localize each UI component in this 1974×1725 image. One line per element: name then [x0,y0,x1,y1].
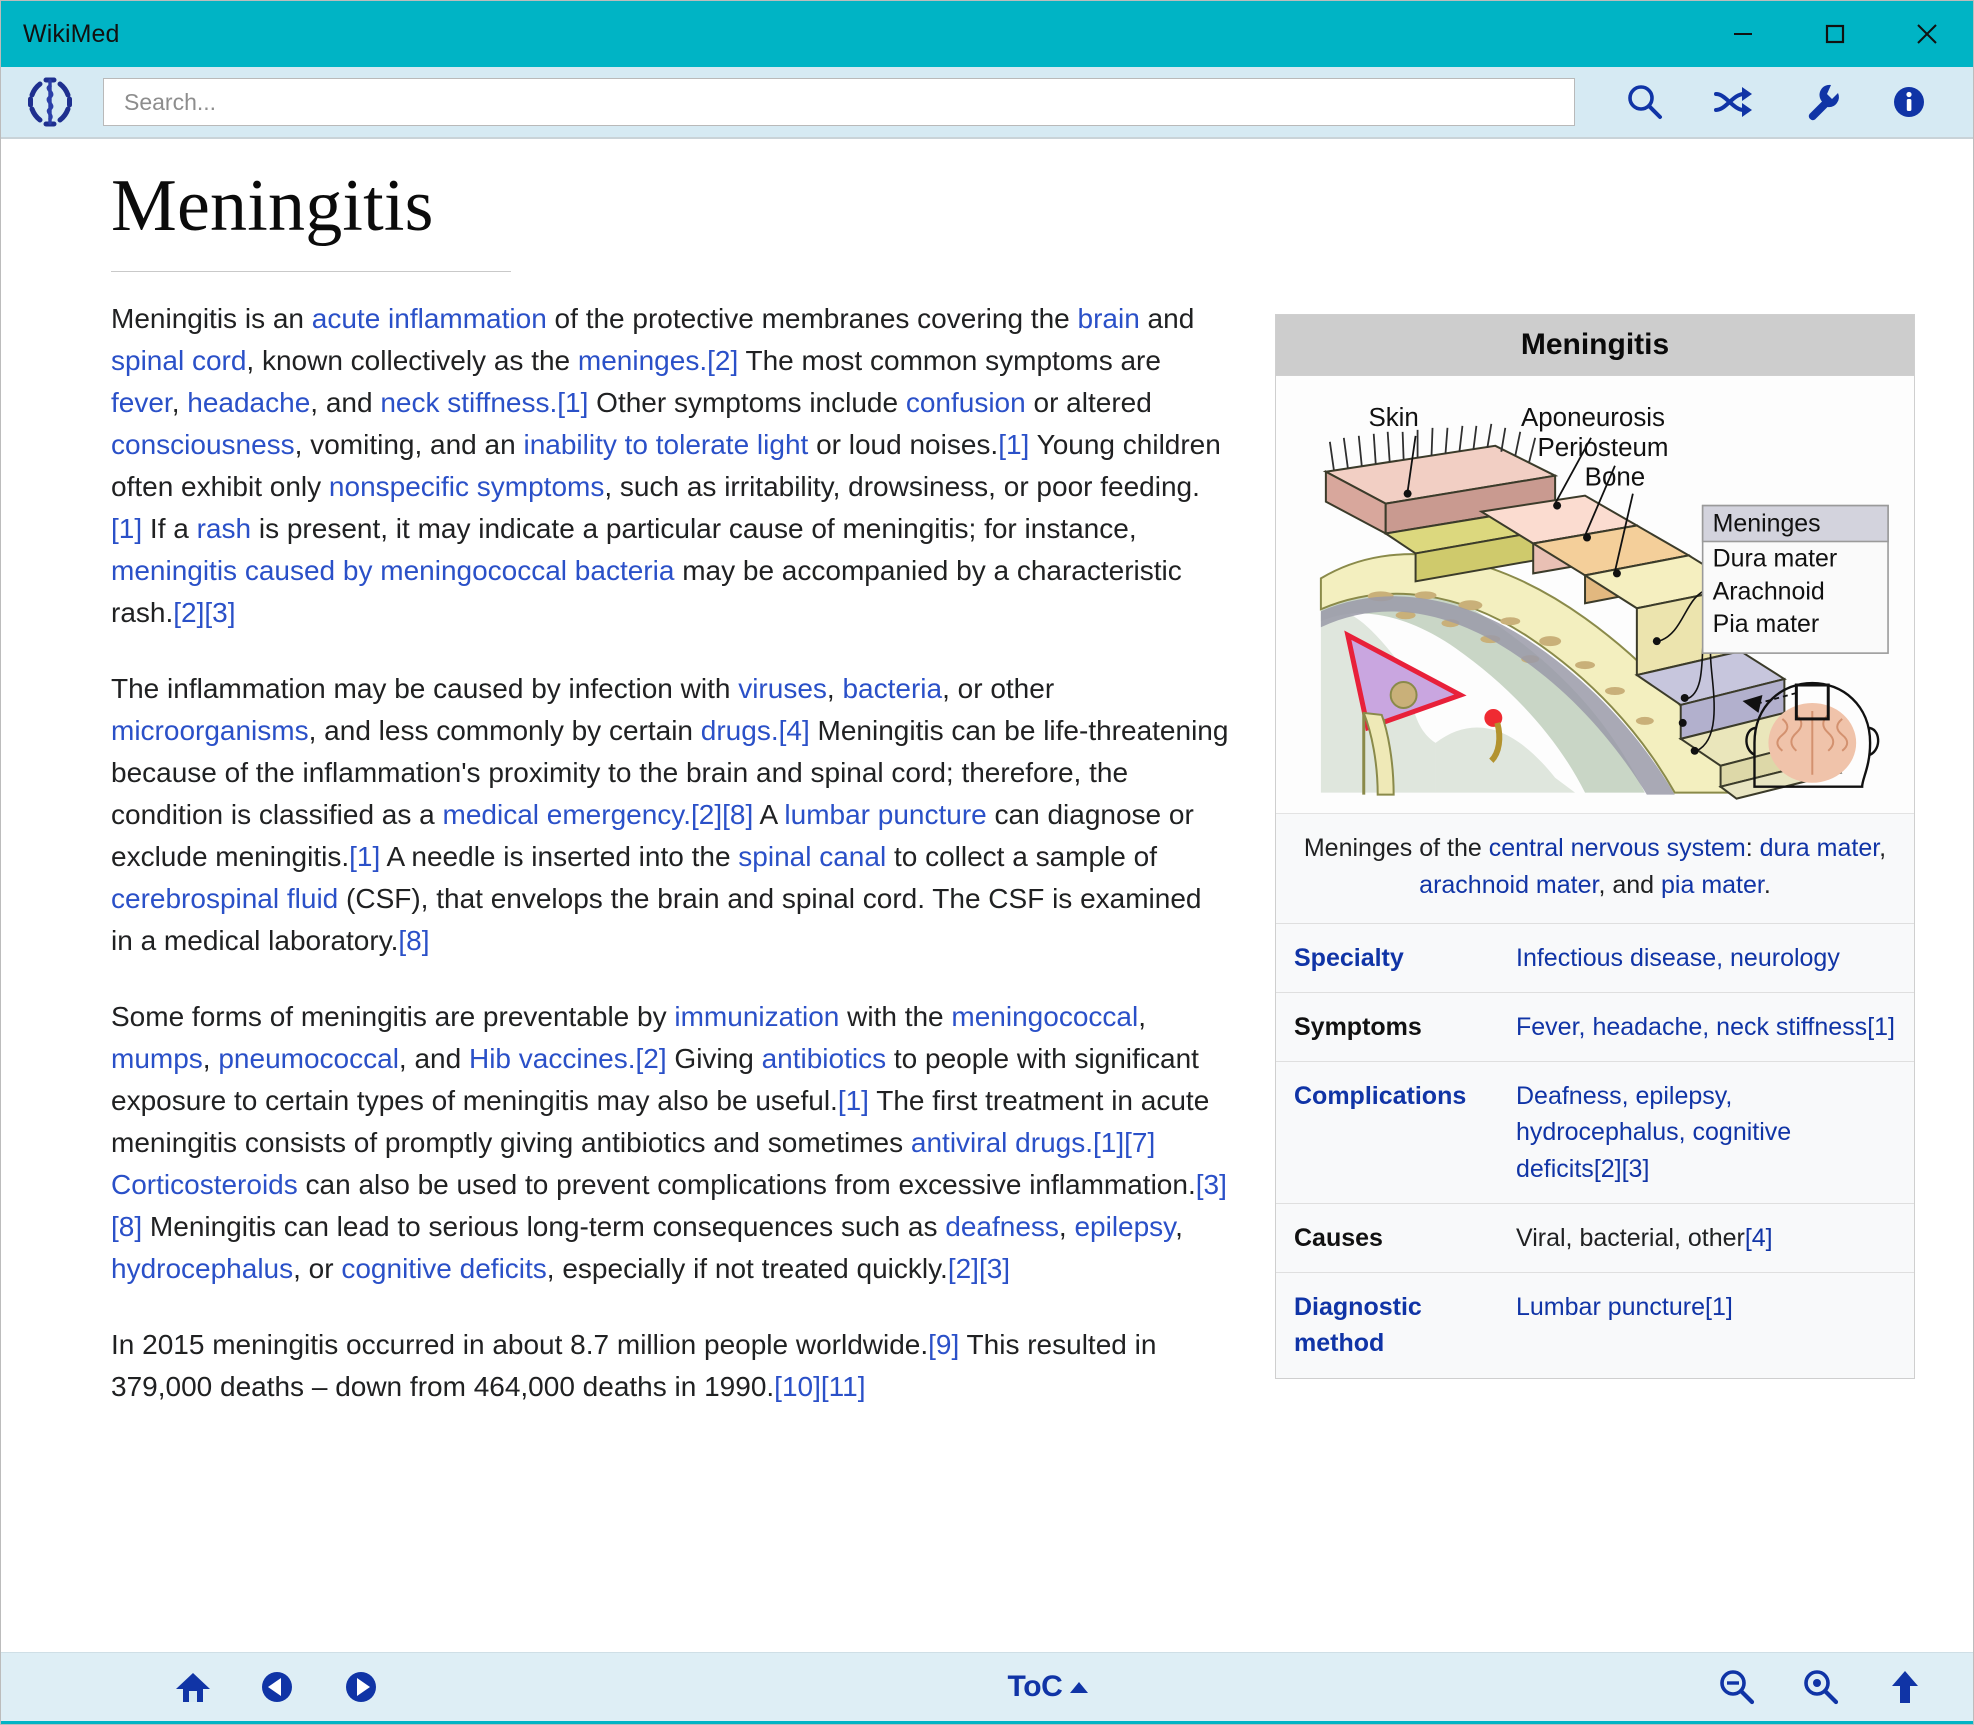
infobox-row [1276,1062,1914,1204]
toc-control-group [998,1670,1101,1704]
text-run: and [1139,302,1195,334]
infobox-link[interactable]: Fever [1516,1012,1579,1041]
infobox-link[interactable]: Lumbar puncture [1516,1293,1706,1322]
wiki-link[interactable]: meninges. [577,344,708,376]
infobox-key-specialty[interactable]: Specialty [1294,943,1404,972]
text-run: , and [398,1042,469,1074]
zoom-in-icon[interactable] [1779,1666,1863,1708]
text-run: , [202,1042,219,1074]
infobox-link[interactable]: [1] [1705,1293,1733,1322]
reference-link[interactable]: [2] [707,344,739,376]
search-icon[interactable] [1601,73,1689,131]
legend-pia-mater: Pia mater [1712,610,1820,639]
text-run: , especially if not treated quickly. [546,1252,948,1284]
reference-link[interactable]: [1] [557,386,589,418]
text-run: , [171,386,188,418]
reference-link[interactable]: [2][3] [947,1252,1011,1284]
toc-label: ToC [1007,1670,1063,1703]
caption-link[interactable]: dura mater [1759,833,1880,862]
forward-icon[interactable] [319,1653,403,1721]
page-title: Meningitis [111,165,434,247]
wiki-link[interactable]: immunization [674,1000,840,1032]
infobox-row [1276,1204,1914,1273]
wikimed-logo-icon [19,73,81,131]
infobox-row [1276,993,1914,1062]
infobox-link[interactable]: [4] [1744,1223,1773,1252]
settings-wrench-icon[interactable] [1777,73,1865,131]
text-run: Other symptoms include [588,386,906,418]
reference-link[interactable]: [1] [837,1084,869,1116]
reference-link[interactable]: [8] [398,924,430,956]
infobox-title: Meningitis [1276,315,1914,376]
text-run: , known collectively as the [246,344,578,376]
infobox-link[interactable]: hydrocephalus [1516,1118,1679,1147]
wiki-link[interactable]: rash [196,512,252,544]
wiki-link[interactable]: consciousness [111,428,295,460]
text-run: to collect a sample of [886,840,1157,872]
toolbar-actions [1601,73,1953,131]
text-run: Young children often exhibit only [111,428,1221,502]
reference-link[interactable]: [10][11] [774,1370,866,1402]
infobox-value-specialty [1508,924,1914,992]
infobox-text: Viral, bacterial, other [1516,1223,1745,1252]
wiki-link[interactable]: confusion [905,386,1026,418]
text-run: , or [293,1252,342,1284]
text-run: , [1058,1210,1075,1242]
caption-link[interactable]: pia mater [1661,871,1764,900]
infobox-rows [1276,924,1914,1378]
text-run: Some forms of meningitis are preventable by [111,1000,675,1032]
infobox-value-diagnostic-method [1508,1273,1914,1378]
text-run: Meningitis can be life-threatening because of the inflammation's proximity to the brain and spinal cord; therefore, the condition is classified as a [111,714,1229,830]
text-run: The most common symptoms are [738,344,1161,376]
text-run: with the [839,1000,952,1032]
text-run: of the protective membranes covering the [546,302,1078,334]
caption-text: Meninges of the [1303,833,1489,862]
infobox-separator: , [1716,943,1731,972]
wiki-link[interactable]: cerebrospinal fluid [111,882,339,914]
caption-text: , and [1598,871,1662,900]
text-run: (CSF), that envelops the brain and spinal cord. The CSF is examined in a medical laboratory. [111,882,1202,956]
text-run: or loud noises. [808,428,999,460]
infobox-separator: , [1578,1012,1593,1041]
reference-link[interactable]: [1] [998,428,1030,460]
reference-link[interactable]: [2] [635,1042,667,1074]
window-controls [1697,1,1973,67]
meninges-cross-section-diagram[interactable] [1276,376,1914,814]
label-periosteum: Periosteum [1537,433,1669,462]
back-icon[interactable] [235,1653,319,1721]
wiki-link[interactable]: cognitive deficits [341,1252,547,1284]
text-run: , vomiting, and an [294,428,524,460]
text-run: can also be used to prevent complications from excessive inflammation. [297,1168,1196,1200]
article-body [111,298,1915,1408]
wiki-link[interactable]: deafness [945,1210,1059,1242]
reference-link[interactable]: [1] [349,840,381,872]
article-content[interactable] [1,139,1973,1724]
scroll-to-top-icon[interactable] [1863,1666,1947,1708]
text-run: is present, it may indicate a particular cause of meningitis; for instance, [251,512,1137,544]
reference-link[interactable]: [4] [778,714,810,746]
label-skin: Skin [1368,403,1419,432]
infobox-link[interactable]: [1] [1867,1012,1895,1041]
lead-term: Meningitis [111,302,238,334]
wiki-link[interactable]: viruses [738,672,827,704]
zoom-controls [1695,1666,1973,1708]
wiki-link[interactable]: hydrocephalus [111,1252,294,1284]
infobox-link[interactable]: headache [1592,1012,1703,1041]
text-run: , [1175,1210,1183,1242]
chevron-up-icon [1068,1678,1090,1696]
reference-link[interactable]: [9] [928,1328,960,1360]
infobox-link[interactable]: neurology [1730,943,1840,972]
infobox-separator: , [1678,1118,1693,1147]
wiki-link[interactable]: nonspecific symptoms [328,470,605,502]
wiki-link[interactable]: meningitis caused by meningococcal bacteria [111,554,675,586]
toc-button[interactable] [998,1670,1101,1704]
wiki-link[interactable]: neck stiffness. [380,386,558,418]
wiki-link[interactable]: meningococcal [951,1000,1139,1032]
reference-link[interactable]: [3][8] [111,1168,1227,1242]
wiki-link[interactable]: microorganisms [111,714,309,746]
text-run: If a [142,512,197,544]
title-bar [1,1,1973,67]
reference-link[interactable]: [1][7] [1093,1126,1156,1158]
window-title: WikiMed [23,19,120,48]
wiki-link[interactable]: medical emergency. [442,798,691,830]
text-run: This resulted in 379,000 deaths – down from 464,000 deaths in 1990. [111,1328,1157,1402]
wiki-link[interactable]: spinal canal [738,840,887,872]
title-divider [111,271,511,272]
text-run: , such as irritability, drowsiness, or poor feeding. [604,470,1200,502]
infobox-link[interactable]: Deafness [1516,1082,1622,1111]
wiki-link[interactable]: antibiotics [761,1042,887,1074]
text-run: The first treatment in acute meningitis consists of promptly giving antibiotics and sometimes [111,1084,1210,1158]
reference-link[interactable]: [2][8] [691,798,754,830]
wiki-link[interactable]: acute inflammation [311,302,547,334]
wiki-link[interactable]: headache [187,386,311,418]
reference-link[interactable]: [2][3] [173,596,236,628]
wiki-link[interactable]: brain [1077,302,1140,334]
text-run: In 2015 meningitis occurred in about 8.7 million people worldwide. [111,1328,929,1360]
text-run: may be accompanied by a characteristic rash. [111,554,1182,628]
infobox-link[interactable]: epilepsy [1635,1082,1726,1111]
text-run: , and [310,386,381,418]
text-run: A [753,798,785,830]
wiki-link[interactable]: antiviral drugs. [910,1126,1093,1158]
caption-text: , [1879,833,1887,862]
infobox-key-complications[interactable]: Complications [1294,1082,1467,1111]
text-run: , or other [942,672,1055,704]
infobox-value-symptoms [1508,993,1914,1061]
wiki-link[interactable]: Corticosteroids [111,1168,298,1200]
infobox [1275,314,1915,1379]
text-run: can diagnose or exclude meningitis. [111,798,1194,872]
infobox-key-diagnostic-method[interactable]: Diagnostic method [1294,1293,1422,1358]
label-bone: Bone [1584,463,1646,492]
legend-dura-mater: Dura mater [1712,544,1838,573]
label-aponeurosis: Aponeurosis [1520,403,1666,432]
random-article-icon[interactable] [1689,73,1777,131]
infobox-row [1276,924,1914,993]
infobox-link[interactable]: Infectious disease [1516,943,1717,972]
infobox-value-causes [1508,1204,1914,1272]
text-run: A needle is inserted into the [380,840,739,872]
bottom-navigation-bar [1,1652,1973,1724]
wiki-link[interactable]: drugs. [700,714,779,746]
caption-text: : [1745,833,1760,862]
wiki-link[interactable]: inability to tolerate light [523,428,809,460]
wiki-link[interactable]: fever [111,386,172,418]
minimize-button[interactable] [1697,1,1789,67]
wiki-link[interactable]: lumbar puncture [784,798,987,830]
wiki-link[interactable]: spinal cord [111,344,247,376]
wiki-link[interactable]: epilepsy [1074,1210,1176,1242]
home-icon[interactable] [151,1653,235,1721]
text-run: to people with significant exposure to certain types of meningitis may also be useful. [111,1042,1199,1116]
legend-title-meninges: Meninges [1712,509,1821,538]
wiki-link[interactable]: bacteria [842,672,943,704]
text-run: The inflammation may be caused by infection with [111,672,739,704]
infobox-separator: , [1621,1082,1636,1111]
wiki-link[interactable]: Hib vaccines. [468,1042,636,1074]
text-run: or altered [1025,386,1152,418]
text-run: Giving [666,1042,762,1074]
infobox-link[interactable]: cognitive deficits [1516,1118,1792,1183]
zoom-out-icon[interactable] [1695,1666,1779,1708]
wiki-link[interactable]: pneumococcal [218,1042,399,1074]
text-run: , [826,672,843,704]
about-info-icon[interactable] [1865,73,1953,131]
legend-arachnoid: Arachnoid [1712,577,1825,606]
reference-link[interactable]: [1] [111,512,143,544]
search-input[interactable] [103,78,1575,126]
infobox-value-complications [1508,1062,1914,1203]
infobox-caption [1276,814,1914,924]
infobox-row [1276,1273,1914,1378]
caption-text: . [1763,871,1771,900]
search-toolbar [1,67,1973,139]
infobox-separator: , [1702,1012,1717,1041]
infobox-link[interactable]: [2][3] [1593,1154,1650,1183]
maximize-button[interactable] [1789,1,1881,67]
text-run: Meningitis can lead to serious long-term consequences such as [142,1210,946,1242]
close-button[interactable] [1881,1,1973,67]
infobox-key-symptoms: Symptoms [1294,1012,1422,1041]
text-run: , and less commonly by certain [308,714,701,746]
text-run: is an [237,302,312,334]
text-run: , [1138,1000,1146,1032]
infobox-separator: , [1725,1082,1733,1111]
infobox-key-causes: Causes [1294,1223,1383,1252]
caption-link[interactable]: central nervous system [1488,833,1746,862]
wiki-link[interactable]: mumps [111,1042,203,1074]
infobox-link[interactable]: neck stiffness [1716,1012,1868,1041]
caption-link[interactable]: arachnoid mater [1419,871,1599,900]
